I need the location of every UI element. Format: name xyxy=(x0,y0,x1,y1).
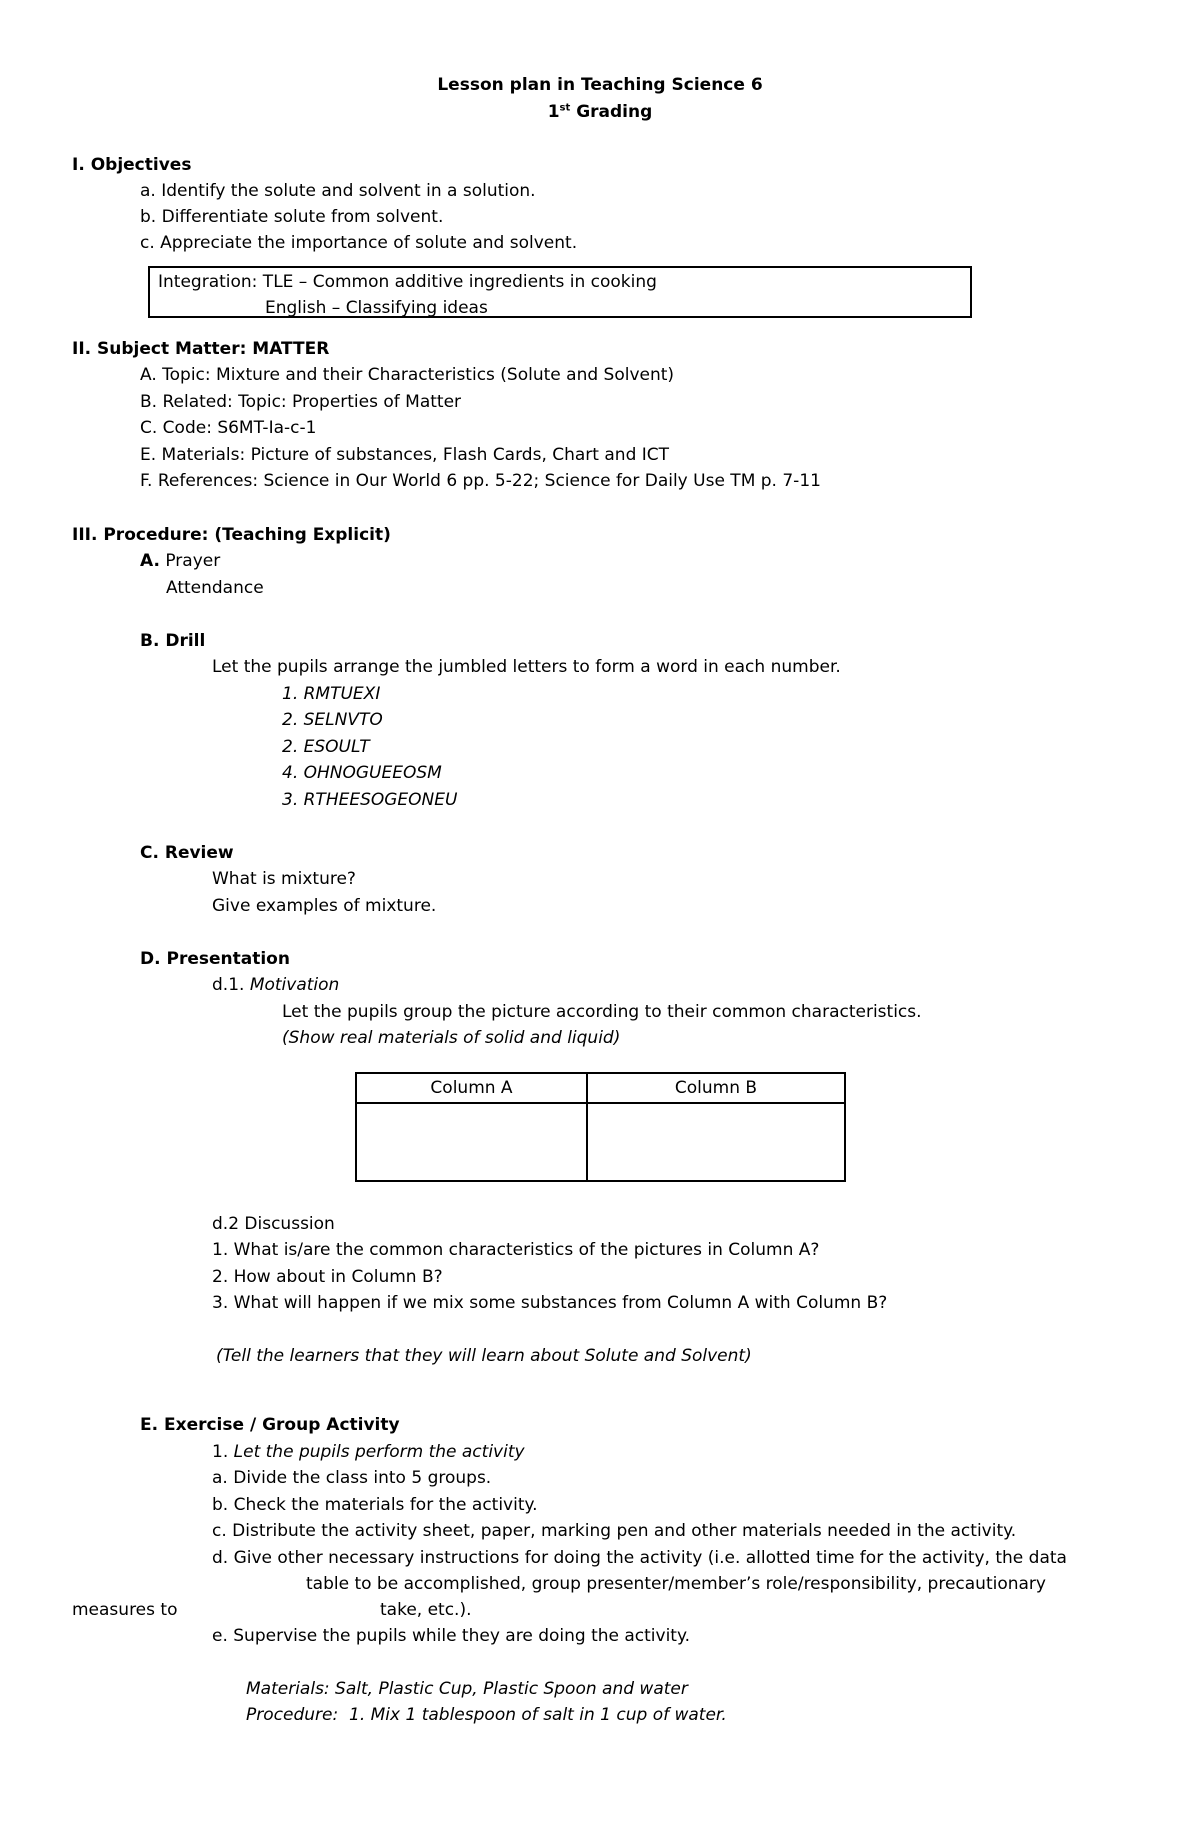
prayer-text: Prayer xyxy=(165,551,221,571)
review-item: What is mixture? xyxy=(212,869,356,889)
grading-superscript: st xyxy=(559,102,571,114)
exercise-heading: E. Exercise / Group Activity xyxy=(140,1415,400,1435)
drill-item: 1. RMTUEXI xyxy=(282,684,381,704)
drill-heading: B. Drill xyxy=(140,631,206,651)
subject-matter-item: F. References: Science in Our World 6 pp. 5-22; Science for Daily Use TM p. 7-11 xyxy=(140,471,821,491)
exercise-item: d. Give other necessary instructions for doing the activity (i.e. allotted time for the activity, the data xyxy=(212,1548,1067,1568)
subject-matter-item: C. Code: S6MT-Ia-c-1 xyxy=(140,418,317,438)
motivation-word: Motivation xyxy=(249,975,340,995)
column-b-cell xyxy=(587,1103,845,1181)
motivation-text: Let the pupils group the picture according to their common characteristics. xyxy=(282,1002,922,1022)
integration-tle: Integration: TLE – Common additive ingredients in cooking xyxy=(158,272,657,292)
drill-instruction: Let the pupils arrange the jumbled letters to form a word in each number. xyxy=(212,657,841,677)
grading-word: Grading xyxy=(576,102,653,122)
grading-number: 1 xyxy=(547,102,560,122)
motivation-number: d.1. xyxy=(212,975,245,995)
presentation-heading: D. Presentation xyxy=(140,949,290,969)
motivation-label xyxy=(212,974,339,996)
subject-matter-item: A. Topic: Mixture and their Characteristics (Solute and Solvent) xyxy=(140,365,675,385)
grading-label xyxy=(0,101,1200,123)
column-b-header: Column B xyxy=(587,1073,845,1103)
column-a-header: Column A xyxy=(356,1073,587,1103)
objective-item: a. Identify the solute and solvent in a solution. xyxy=(140,181,536,201)
discussion-note: (Tell the learners that they will learn about Solute and Solvent) xyxy=(216,1346,752,1366)
subject-matter-item: B. Related: Topic: Properties of Matter xyxy=(140,392,462,412)
procedure-heading: III. Procedure: (Teaching Explicit) xyxy=(72,525,391,545)
objective-item: c. Appreciate the importance of solute and solvent. xyxy=(140,233,578,253)
drill-item: 2. ESOULT xyxy=(282,737,370,757)
drill-item: 3. RTHEESOGEONEU xyxy=(282,790,458,810)
integration-english: English – Classifying ideas xyxy=(265,298,488,318)
review-item: Give examples of mixture. xyxy=(212,896,437,916)
drill-item: 2. SELNVTO xyxy=(282,710,383,730)
attendance-text: Attendance xyxy=(166,578,264,598)
discussion-item: 3. What will happen if we mix some substances from Column A with Column B? xyxy=(212,1293,888,1313)
drill-item: 4. OHNOGUEEOSM xyxy=(282,763,442,783)
discussion-item: 1. What is/are the common characteristics of the pictures in Column A? xyxy=(212,1240,820,1260)
column-a-cell xyxy=(356,1103,587,1181)
exercise-intro-number: 1. xyxy=(212,1442,229,1462)
objectives-heading: I. Objectives xyxy=(72,155,192,175)
exercise-item-continued: table to be accomplished, group presenter/member’s role/responsibility, precautionary xyxy=(306,1574,1046,1594)
motivation-note: (Show real materials of solid and liquid) xyxy=(282,1028,621,1048)
procedure-label: Procedure: xyxy=(246,1705,339,1725)
subject-matter-item: E. Materials: Picture of substances, Flash Cards, Chart and ICT xyxy=(140,445,670,465)
exercise-intro-text: Let the pupils perform the activity xyxy=(233,1442,525,1462)
prayer-line xyxy=(140,550,220,572)
exercise-measures-to: measures to xyxy=(72,1600,178,1620)
grouping-table xyxy=(355,1072,846,1182)
prayer-letter: A. xyxy=(140,551,160,571)
procedure-step: 1. Mix 1 tablespoon of salt in 1 cup of water. xyxy=(349,1705,727,1725)
exercise-item: b. Check the materials for the activity. xyxy=(212,1495,538,1515)
review-heading: C. Review xyxy=(140,843,234,863)
materials-line: Materials: Salt, Plastic Cup, Plastic Spoon and water xyxy=(246,1679,688,1699)
page-title: Lesson plan in Teaching Science 6 xyxy=(437,75,763,95)
discussion-item: 2. How about in Column B? xyxy=(212,1267,443,1287)
objective-item: b. Differentiate solute from solvent. xyxy=(140,207,444,227)
subject-matter-heading: II. Subject Matter: MATTER xyxy=(72,339,330,359)
discussion-heading: d.2 Discussion xyxy=(212,1214,335,1234)
exercise-item: e. Supervise the pupils while they are doing the activity. xyxy=(212,1626,691,1646)
exercise-item: c. Distribute the activity sheet, paper, marking pen and other materials needed in the activity. xyxy=(212,1521,1017,1541)
exercise-take-etc: take, etc.). xyxy=(380,1600,472,1620)
exercise-item: a. Divide the class into 5 groups. xyxy=(212,1468,492,1488)
exercise-intro xyxy=(212,1441,525,1463)
procedure-step-line xyxy=(246,1704,727,1726)
